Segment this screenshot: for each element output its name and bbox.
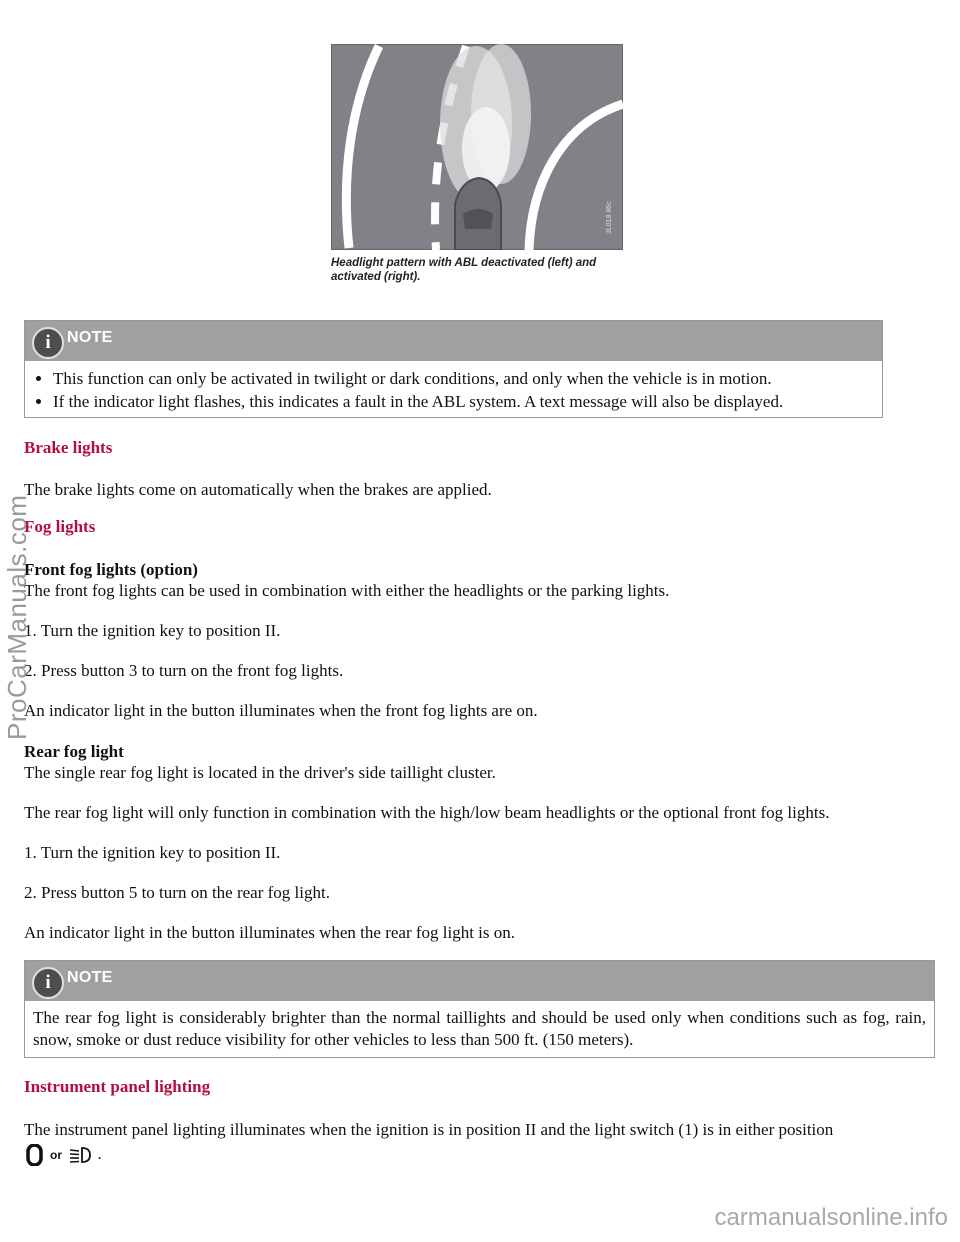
note-item: • This function can only be activated in twilight or dark conditions, and only when the vehicle is in motion. [53,367,882,390]
fog-lights-heading: Fog lights [24,517,96,536]
instrument-lighting-heading: Instrument panel lighting [24,1077,211,1096]
front-fog-indicator: An indicator light in the button illuminates when the front fog lights are on. [24,701,538,720]
footer-watermark: carmanualsonline.info [714,1204,948,1231]
headlight-pattern-illustration [331,44,623,250]
figure-code: 3L018 86c [606,201,613,234]
rear-fog-indicator: An indicator light in the button illuminates when the rear fog light is on. [24,923,516,942]
info-icon: i [32,967,64,999]
note-label: NOTE [67,329,113,346]
note-box-abl [24,320,883,418]
side-watermark: ProCarManuals.com [2,494,32,740]
front-fog-step-2: 2. Press button 3 to turn on the front fog lights. [24,661,344,680]
note-box-rear-fog [24,960,935,1058]
note-text: The rear fog light is considerably brighter than the normal taillights and should be used only when conditions such as fog, rain, snow, smoke or dust reduce visibility for other vehicles to less than 500 ft. (150 meters). [33,1008,926,1049]
rear-fog-text: The single rear fog light is located in the driver's side taillight cluster. [24,763,496,782]
light-switch-positions [26,1144,101,1166]
info-icon: i [32,327,64,359]
rear-fog-combination: The rear fog light will only function in combination with the high/low beam headlights or the optional front fog lights. [24,803,830,822]
low-beam-icon [68,1146,92,1164]
note-list [25,367,882,413]
front-fog-step-1: 1. Turn the ignition key to position II. [24,621,281,640]
light-switch-off-icon [26,1144,44,1166]
or-text: or [50,1148,62,1162]
brake-lights-text: The brake lights come on automatically when the brakes are applied. [24,480,492,499]
figure-caption: Headlight pattern with ABL deactivated (left) and activated (right). [331,257,597,283]
front-fog-text: The front fog lights can be used in combination with either the headlights or the parking lights. [24,581,670,600]
note-label: NOTE [67,969,113,986]
headlight-figure [331,44,623,284]
rear-fog-step-1: 1. Turn the ignition key to position II. [24,843,281,862]
rear-fog-title: Rear fog light [24,742,124,761]
brake-lights-heading: Brake lights [24,438,113,457]
instrument-lighting-text: The instrument panel lighting illuminates when the ignition is in position II and the light switch (1) is in either position [24,1120,834,1139]
note-header [25,321,882,361]
note-header [25,961,934,1001]
front-fog-title: Front fog lights (option) [24,560,198,579]
rear-fog-step-2: 2. Press button 5 to turn on the rear fog light. [24,883,330,902]
note-item: • If the indicator light flashes, this indicates a fault in the ABL system. A text message will also be displayed. [53,390,882,413]
end-period: . [98,1148,102,1162]
